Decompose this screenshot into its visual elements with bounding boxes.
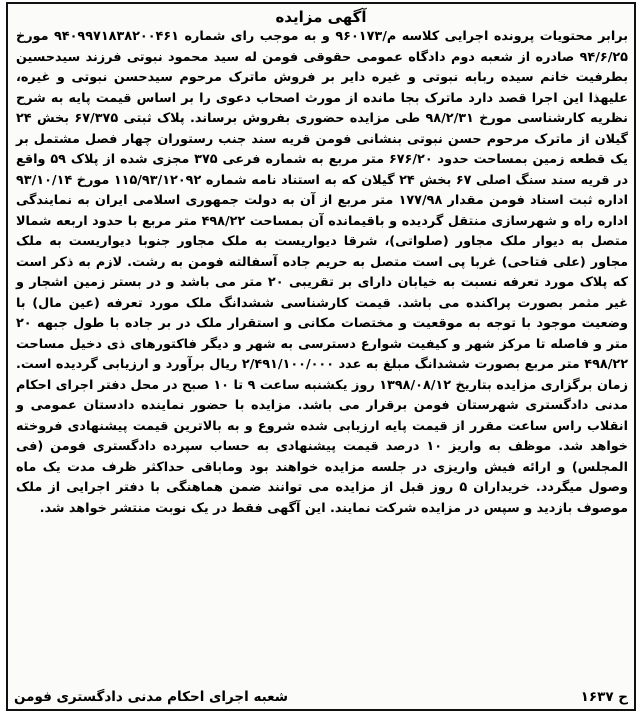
notice-reference: ح ۱۶۳۷ [580, 689, 628, 705]
notice-footer [14, 687, 628, 707]
notice-issuer: شعبه اجرای احکام مدنی دادگستری فومن [14, 689, 289, 705]
auction-notice [6, 2, 636, 711]
notice-body [16, 27, 628, 519]
notice-body-text: برابر محتویات پرونده اجرایی کلاسه م/۹۶۰۱۷۳ و به موجب رای شماره ۹۴۰۹۹۷۱۸۳۸۲۰۰۴۶۱ مورخ ۹۴/۶/۲۵ صادره از شعبه دوم دادگاه عمومی حقوقی فومن له سید محمود نبوتی فرزند سیدحسین بطرفیت خانم سیده ربابه نبوتی و غیره دایر بر فروش ماترک مرحوم سیدحسن نبوتی و غیره، علیهذا این اجرا قصد دارد ماترک بجا مانده از مورث اصحاب دعوی را بر اساس قیمت پایه به شرح نظریه کارشناسی مورخ ۹۸/۲/۳۱ طی مزایده حضوری بفروش برساند. پلاک ثبتی ۶۷/۳۷۵ بخش ۲۴ گیلان از ماترک مرحوم حسن نبوتی بنشانی فومن قریه سند جنب رستوران چهار فصل مشتمل بر یک قطعه زمین بمساحت حدود ۶۷۶/۲۰ متر مربع به شماره فرعی ۳۷۵ مجزی شده از پلاک ۵۹ واقع در قریه سند سنگ اصلی ۶۷ بخش ۲۴ گیلان که به استناد نامه شماره ۱۱۵/۹۳/۱۲۰۹۲ مورخ ۹۳/۱۰/۱۴ اداره ثبت اسناد فومن مقدار ۱۷۷/۹۸ متر مربع از آن به دولت جمهوری اسلامی ایران به نمایندگی اداره راه و شهرسازی منتقل گردیده و باقیمانده آن بمساحت ۴۹۸/۲۲ متر مربع با حدود اربعه شمالا متصل به دیوار ملک مجاور (صلواتی)، شرقا دیواریست به ملک مجاور جنوبا دیواریست به ملک مجاور (علی فتاحی) غربا پی است متصل به حریم جاده آسفالته فومن به رشت. لازم به ذکر است که پلاک مورد تعرفه نسبت به خیابان دارای بر تقریبی ۲۰ متر می باشد و در بستر زمین اشجار و غیر مثمر بصورت پراکنده می باشد. قیمت کارشناسی ششدانگ ملک مورد تعرفه (عین مال) با وضعیت موجود با توجه به موقعیت و مختصات مکانی و استقرار ملک در بر جاده با طول جبهه ۲۰ متر و فاصله تا مرکز شهر و کیفیت شوارع دسترسی به شهر و دیگر فاکتورهای ذی دخیل مساحت ۴۹۸/۲۲ متر مربع بصورت ششدانگ مبلغ به عدد ۲/۴۹۱/۱۰۰/۰۰۰ ریال برآورد و ارزیابی گردیده است. زمان برگزاری مزایده بتاریخ ۱۳۹۸/۰۸/۱۲ روز یکشنبه ساعت ۹ تا ۱۰ صبح در محل دفتر اجرای احکام مدنی دادگستری شهرستان فومن برقرار می باشد. مزایده با حضور نماینده دادستان عمومی و انقلاب راس ساعت مقرر از قیمت پایه ارزیابی شده شروع و به بالاترین قیمت پیشنهادی فروخته خواهد شد. موظف به واریز ۱۰ درصد قیمت پیشنهادی به حساب سپرده دادگستری فومن (فی المجلس) و ارائه فیش واریزی در جلسه مزایده خواهند بود وماباقی حداکثر ظرف مدت یک ماه وصول میگردد. خریداران ۵ روز قبل از مزایده می توانند ضمن هماهنگی با دفتر اجرایی از ملک موصوف بازدید و سپس در مزایده شرکت نمایند. این آگهی فقط در یک نوبت منتشر خواهد شد. [16, 29, 629, 516]
notice-title: آگهی مزایده [275, 8, 367, 26]
